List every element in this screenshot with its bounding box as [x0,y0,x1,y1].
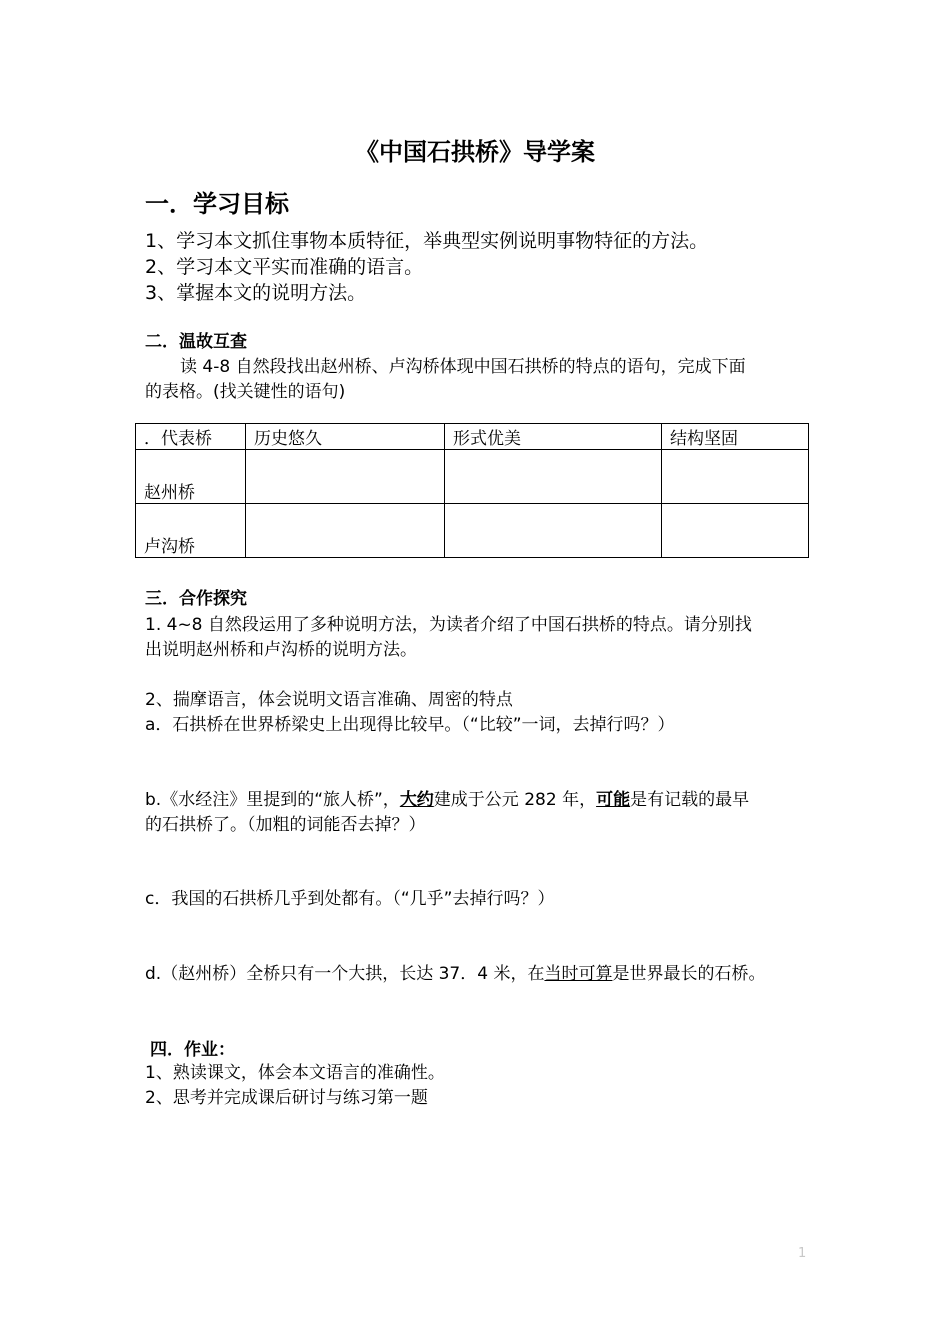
section2-instruction-line1: 读 4-8 自然段找出赵州桥、卢沟桥体现中国石拱桥的特点的语句，完成下面 [180,357,746,377]
table-cell-bridge: 赵州桥 [136,450,246,504]
table-header-cell: ．代表桥 [136,424,246,450]
page-title: 《中国石拱桥》导学案 [355,138,595,166]
bridge-table [135,423,809,558]
page-number: 1 [798,1246,807,1261]
question-d-text: d.（赵州桥）全桥只有一个大拱，长达 37．4 米，在 [145,964,545,984]
table-cell [662,504,809,558]
section1-heading: 一．学习目标 [145,190,289,218]
table-cell [445,450,662,504]
section4-heading: 四．作业： [150,1040,235,1060]
table-header-cell: 结构坚固 [662,424,809,450]
homework-item-1: 1、熟读课文，体会本文语言的准确性。 [145,1063,445,1083]
bold-word-keneng: 可能 [596,790,631,810]
objective-item-1: 1、学习本文抓住事物本质特征，举典型实例说明事物特征的方法。 [145,230,709,252]
objective-item-2: 2、学习本文平实而准确的语言。 [145,256,424,278]
question-b-text: 建成于公元 282 年， [433,790,597,810]
question-d-text: 是世界最长的石桥。 [612,964,766,984]
table-cell [445,504,662,558]
question-b-text: 是有记载的最早 [630,790,750,810]
table-header-row [136,424,809,450]
table-cell-bridge: 卢沟桥 [136,504,246,558]
section2-instruction-line2: 的表格。(找关键性的语句) [145,382,346,402]
table-cell [246,450,445,504]
table-header-cell: 历史悠久 [246,424,445,450]
objective-item-3: 3、掌握本文的说明方法。 [145,282,367,304]
question-1-line1: 1. 4~8 自然段运用了多种说明方法，为读者介绍了中国石拱桥的特点。请分别找 [145,615,752,635]
section3-heading: 三．合作探究 [145,589,247,609]
question-d [145,959,765,984]
table-row [136,504,809,558]
table-row [136,450,809,504]
bold-word-dayue: 大约 [399,790,434,810]
question-b-line2: 的石拱桥了。（加粗的词能否去掉？） [145,815,426,835]
table-header-cell: 形式优美 [445,424,662,450]
question-2: 2、揣摩语言，体会说明文语言准确、周密的特点 [145,690,513,710]
table-cell [246,504,445,558]
homework-item-2: 2、思考并完成课后研讨与练习第一题 [145,1088,428,1108]
question-b-line1 [145,785,749,810]
question-a: a．石拱桥在世界桥梁史上出现得比较早。（“比较”一词，去掉行吗？） [145,715,675,735]
section2-heading: 二．温故互查 [145,332,247,352]
table-cell [662,450,809,504]
question-1-line2: 出说明赵州桥和卢沟桥的说明方法。 [145,640,417,660]
question-c: c．我国的石拱桥几乎到处都有。（“几乎”去掉行吗？） [145,889,555,909]
underlined-phrase: 当时可算 [544,964,613,984]
question-b-text: b.《水经注》里提到的“旅人桥”， [145,790,400,810]
